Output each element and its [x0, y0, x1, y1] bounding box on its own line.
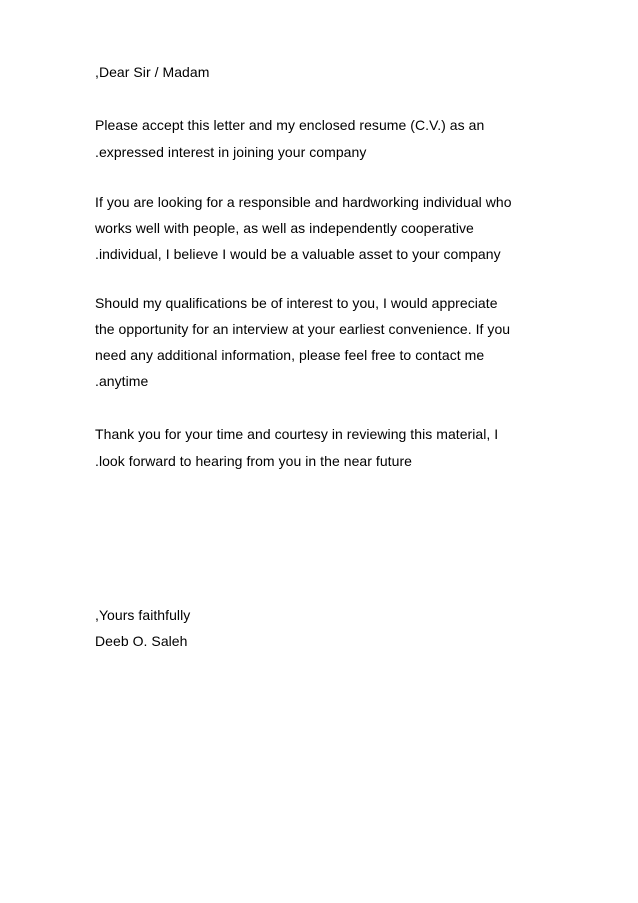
- paragraph-3-line-2: the opportunity for an interview at your earliest convenience. If you: [95, 321, 511, 337]
- paragraph-1-line-2: .expressed interest in joining your company: [95, 144, 367, 160]
- signature-name: Deeb O. Saleh: [95, 633, 188, 649]
- paragraph-4-line-2: .look forward to hearing from you in the near future: [95, 453, 412, 469]
- paragraph-3-line-3: need any additional information, please feel free to contact me: [95, 347, 485, 363]
- closing: ,Yours faithfully: [95, 607, 191, 623]
- paragraph-2-line-3: .individual, I believe I would be a valuable asset to your company: [95, 246, 501, 262]
- paragraph-4-line-1: Thank you for your time and courtesy in reviewing this material, I: [95, 426, 499, 442]
- paragraph-3-line-4: .anytime: [95, 373, 149, 389]
- paragraph-3-line-1: Should my qualifications be of interest to you, I would appreciate: [95, 295, 498, 311]
- paragraph-2-line-1: If you are looking for a responsible and hardworking individual who: [95, 194, 512, 210]
- paragraph-2-line-2: works well with people, as well as independently cooperative: [95, 220, 474, 236]
- salutation: ,Dear Sir / Madam: [95, 64, 210, 80]
- paragraph-1-line-1: Please accept this letter and my enclosed resume (C.V.) as an: [95, 117, 485, 133]
